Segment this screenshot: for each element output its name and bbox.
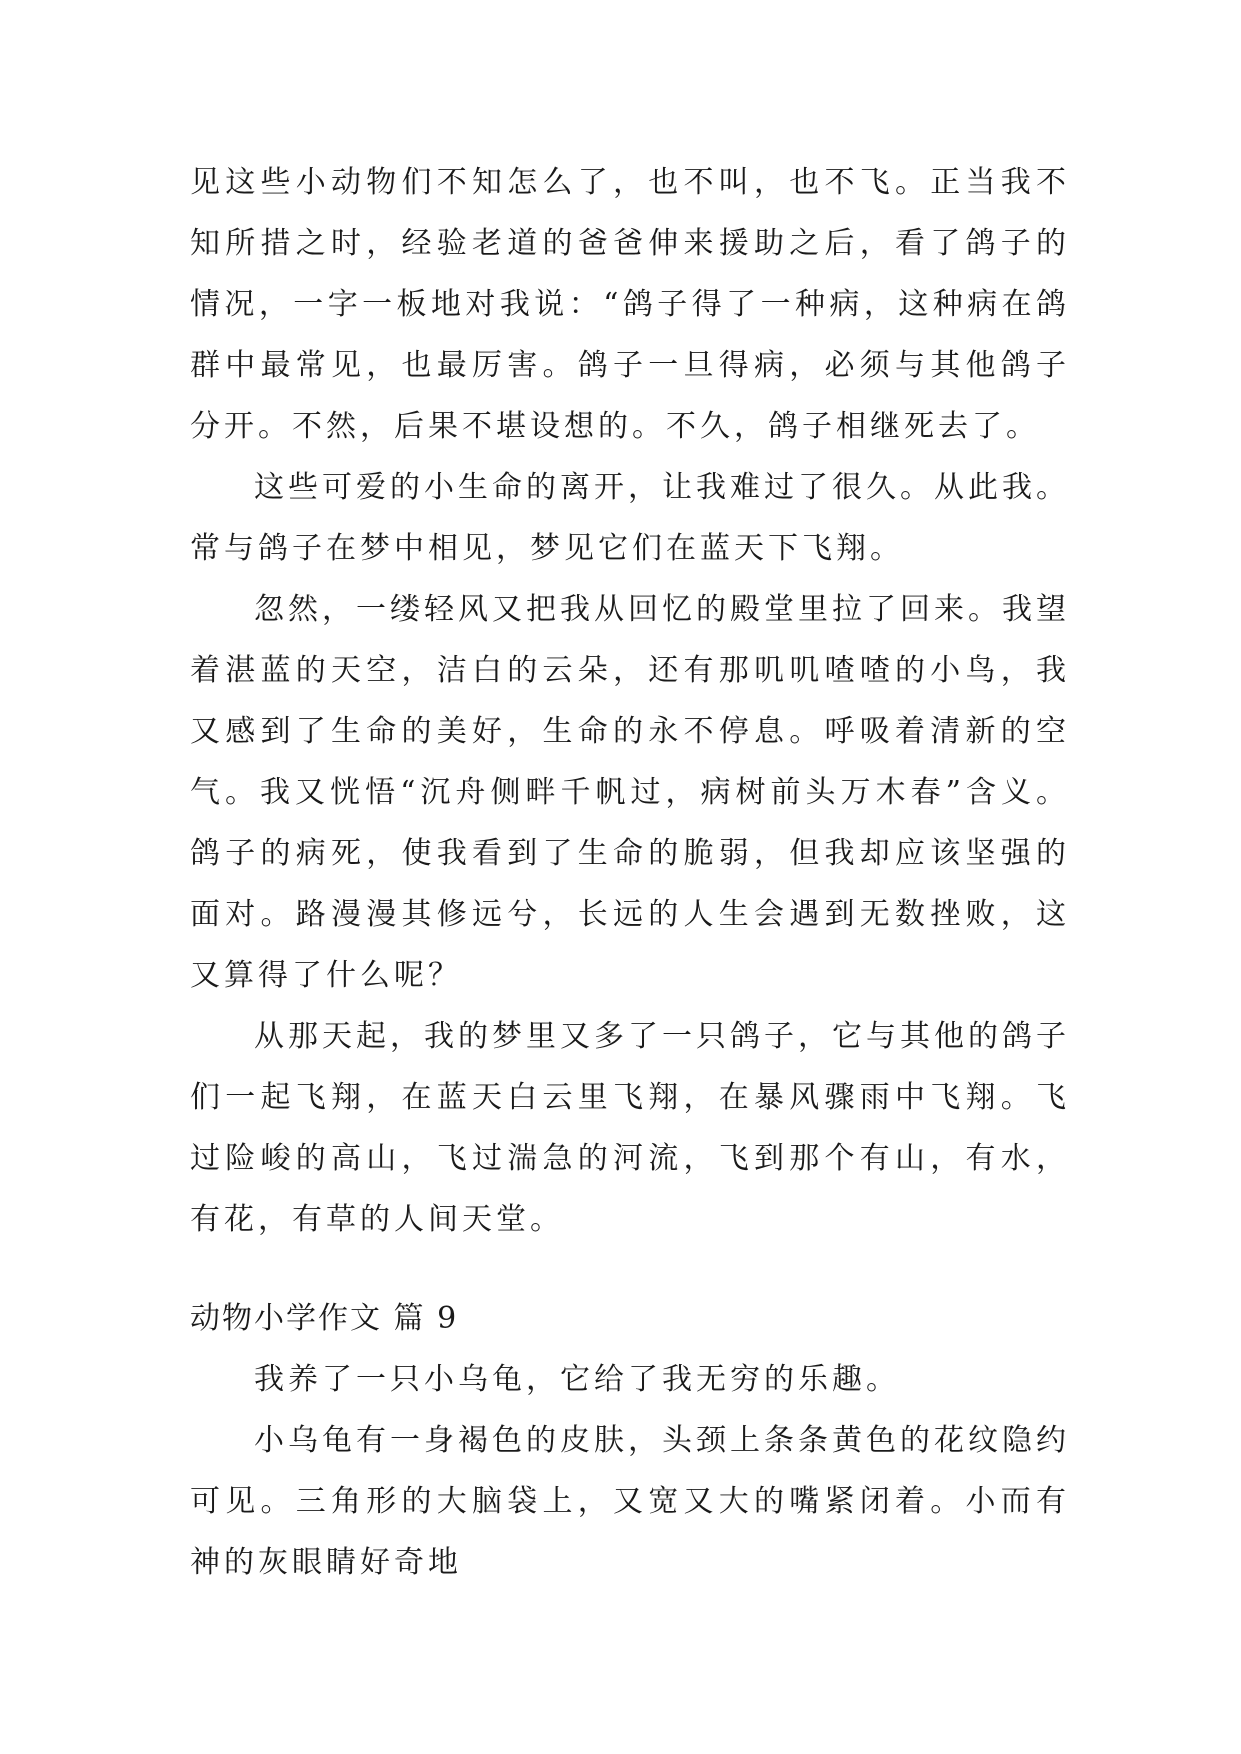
paragraph: 我养了一只小乌龟，它给了我无穷的乐趣。 [254,1362,900,1397]
paragraph: 这些可爱的小生命的离开，让我难过了很久。从此我。常与鸽子在梦中相见，梦见它们在蓝天下飞翔。 [190,470,1070,566]
section-heading: 动物小学作文 篇 9 [190,1301,459,1336]
paragraph-continuation: 见这些小动物们不知怎么了，也不叫，也不飞。正当我不知所措之时，经验老道的爸爸伸来援助之后，看了鸽子的情况，一字一板地对我说：“鸽子得了一种病，这种病在鸽群中最常见，也最厉害。鸽子一旦得病，必须与其他鸽子分开。不然，后果不堪设想的。不久，鸽子相继死去了。 [190,165,1070,444]
document-body [190,152,1070,1593]
paragraph: 小乌龟有一身褐色的皮肤，头颈上条条黄色的花纹隐约可见。三角形的大脑袋上，又宽又大的嘴紧闭着。小而有神的灰眼睛好奇地 [190,1423,1070,1580]
paragraph: 从那天起，我的梦里又多了一只鸽子，它与其他的鸽子们一起飞翔，在蓝天白云里飞翔，在暴风骤雨中飞翔。飞过险峻的高山，飞过湍急的河流，飞到那个有山，有水，有花，有草的人间天堂。 [190,1019,1070,1237]
paragraph: 忽然，一缕轻风又把我从回忆的殿堂里拉了回来。我望着湛蓝的天空，洁白的云朵，还有那叽叽喳喳的小鸟，我又感到了生命的美好，生命的永不停息。呼吸着清新的空气。我又恍悟“沉舟侧畔千帆过，病树前头万木春”含义。鸽子的病死，使我看到了生命的脆弱，但我却应该坚强的面对。路漫漫其修远兮，长远的人生会遇到无数挫败，这又算得了什么呢？ [190,592,1070,993]
